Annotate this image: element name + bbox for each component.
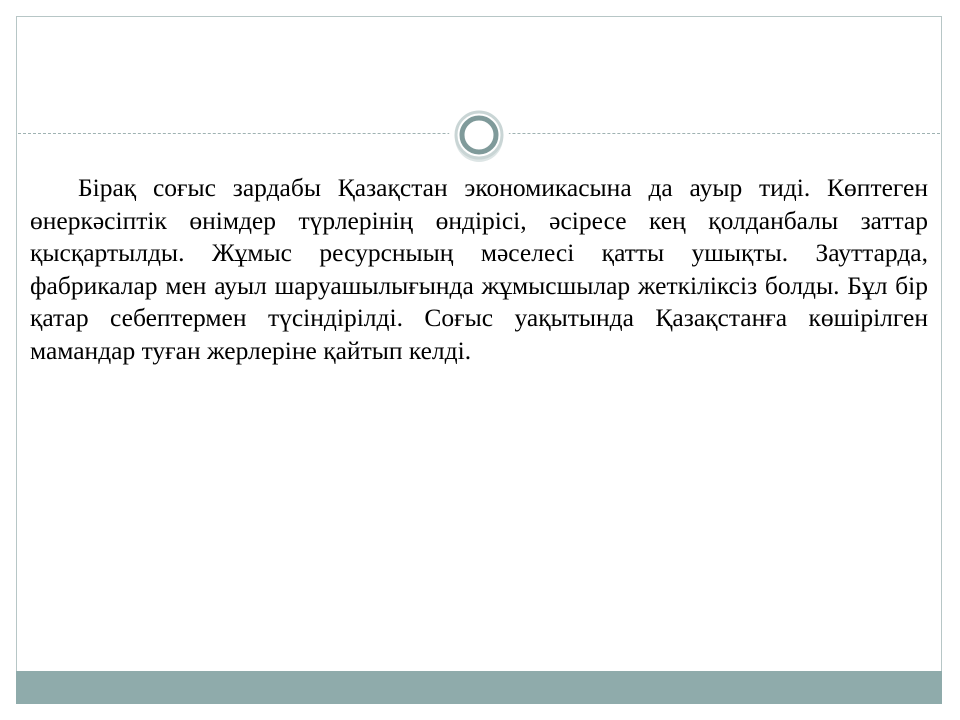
footer-band — [16, 671, 942, 704]
body-paragraph: Бірақ соғыс зардабы Қазақстан экономикасына да ауыр тиді. Көптеген өнеркәсіптік өнімдер түрлерінің өндірісі, әсіресе кең қолданбалы заттар қысқартылды. Жұмыс ресурсныың мәселесі қатты ушықты. Зауттарда, фабрикалар мен ауыл шаруашылығында жұмысшылар жеткіліксіз болды. Бұл бір қатар себептермен түсіндірілді. Соғыс уақытында Қазақстанға көшірілген мамандар туған жерлеріне қайтып келді. — [30, 173, 928, 365]
circle-ornament-icon — [447, 104, 511, 168]
